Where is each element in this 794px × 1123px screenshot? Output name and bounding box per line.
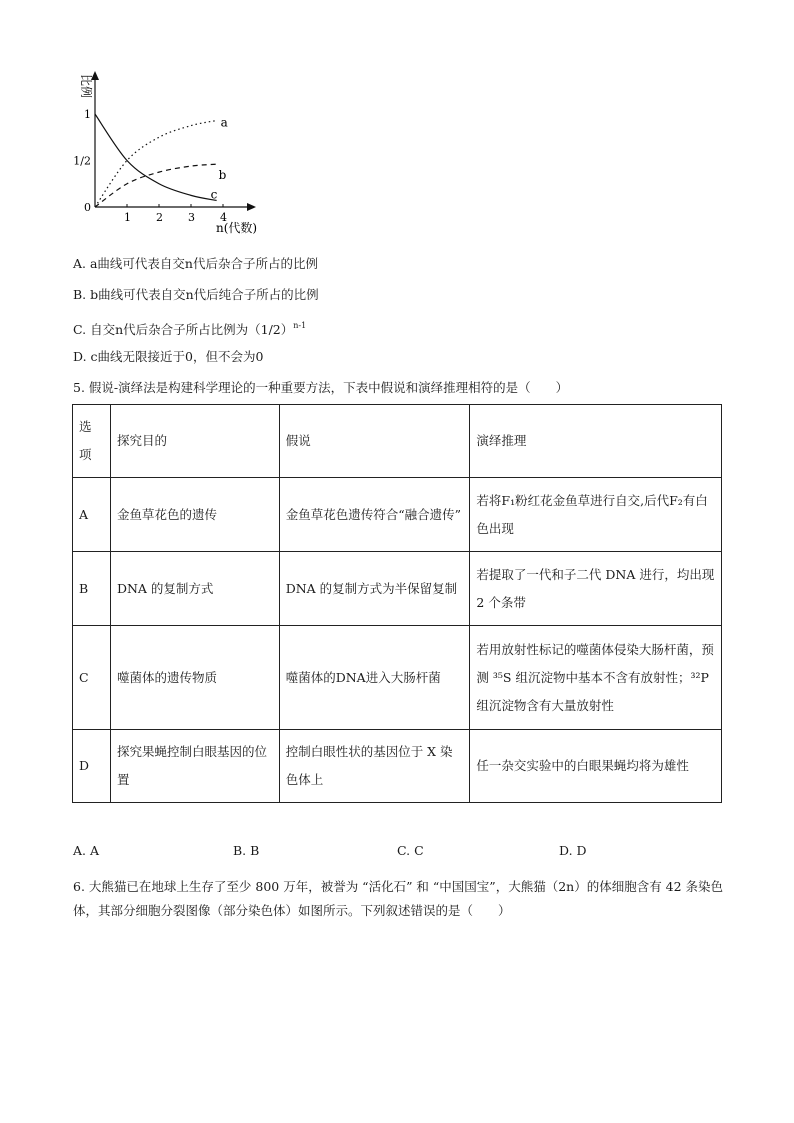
cell-purpose: 金鱼草花色的遗传 <box>110 478 279 552</box>
answer-b: B. B <box>233 843 260 858</box>
question-5-stem: 5. 假说-演绎法是构建科学理论的一种重要方法，下表中假说和演绎推理相符的是（ ） <box>73 380 569 395</box>
x-tick-label: 4 <box>220 211 227 224</box>
table-row <box>73 478 722 552</box>
cell-deduction: 任一杂交实验中的白眼果蝇均将为雄性 <box>470 730 722 803</box>
header-option: 选项 <box>73 405 111 478</box>
genotype-ratio-chart <box>70 68 280 240</box>
cell-hypothesis: 控制白眼性状的基因位于 X 染色体上 <box>279 730 470 803</box>
series-a-label: a <box>220 115 228 130</box>
answer-a: A. A <box>73 843 100 858</box>
cell-hypothesis: 噬菌体的DNA进入大肠杆菌 <box>279 626 470 730</box>
table-row <box>73 626 722 730</box>
cell-hypothesis: 金鱼草花色遗传符合“融合遗传” <box>279 478 470 552</box>
table-row <box>73 730 722 803</box>
y-tick-label: 0 <box>84 201 91 214</box>
y-axis-label: 比例 <box>79 74 93 99</box>
series-b-label: b <box>218 168 227 183</box>
x-tick-label: 3 <box>188 211 195 224</box>
option-c-exponent: n-1 <box>293 321 307 330</box>
option-c <box>73 318 306 338</box>
cell-deduction: 若提取了一代和子二代 DNA 进行，均出现 2 个条带 <box>470 552 722 626</box>
cell-purpose: 噬菌体的遗传物质 <box>110 626 279 730</box>
table-row <box>73 552 722 626</box>
option-d: D. c曲线无限接近于0，但不会为0 <box>73 349 264 364</box>
option-a: A. a曲线可代表自交n代后杂合子所占的比例 <box>73 256 318 271</box>
y-tick-label: 1/2 <box>73 154 91 168</box>
x-tick-label: 1 <box>124 211 131 224</box>
cell-deduction: 若用放射性标记的噬菌体侵染大肠杆菌，预测 ³⁵S 组沉淀物中基本不含有放射性；³²P 组沉淀物含有大量放射性 <box>470 626 722 730</box>
cell-option: C <box>73 626 111 730</box>
x-tick-label: 2 <box>156 211 163 224</box>
cell-option: D <box>73 730 111 803</box>
cell-option: B <box>73 552 111 626</box>
x-axis-label: n(代数) <box>216 221 258 235</box>
cell-purpose: DNA 的复制方式 <box>110 552 279 626</box>
series-c-line <box>95 114 217 200</box>
chart-series <box>95 114 228 207</box>
header-hypothesis: 假说 <box>279 405 470 478</box>
cell-hypothesis: DNA 的复制方式为半保留复制 <box>279 552 470 626</box>
table-header-row <box>73 405 722 478</box>
answer-d: D. D <box>559 843 587 858</box>
question-6-stem: 6. 大熊猫已在地球上生存了至少 800 万年，被誉为 “活化石” 和 “中国国宝”，大熊猫（2n）的体细胞含有 42 条染色体，其部分细胞分裂图像（部分染色体）如图所示。下列叙述错误的是（ ） <box>73 879 724 918</box>
cell-option: A <box>73 478 111 552</box>
x-axis-arrow <box>247 203 256 211</box>
header-purpose: 探究目的 <box>110 405 279 478</box>
answer-c: C. C <box>397 843 424 858</box>
y-tick-label: 1 <box>84 108 91 121</box>
header-deduction: 演绎推理 <box>470 405 722 478</box>
series-a-line <box>95 121 217 207</box>
option-b: B. b曲线可代表自交n代后纯合子所占的比例 <box>73 287 319 302</box>
cell-deduction: 若将F₁粉红花金鱼草进行自交,后代F₂有白色出现 <box>470 478 722 552</box>
series-c-label: c <box>210 187 218 202</box>
hypothesis-table <box>72 404 722 803</box>
cell-purpose: 探究果蝇控制白眼基因的位置 <box>110 730 279 803</box>
option-c-text: C. 自交n代后杂合子所占比例为（1/2） <box>73 322 294 337</box>
series-b-line <box>95 164 217 207</box>
